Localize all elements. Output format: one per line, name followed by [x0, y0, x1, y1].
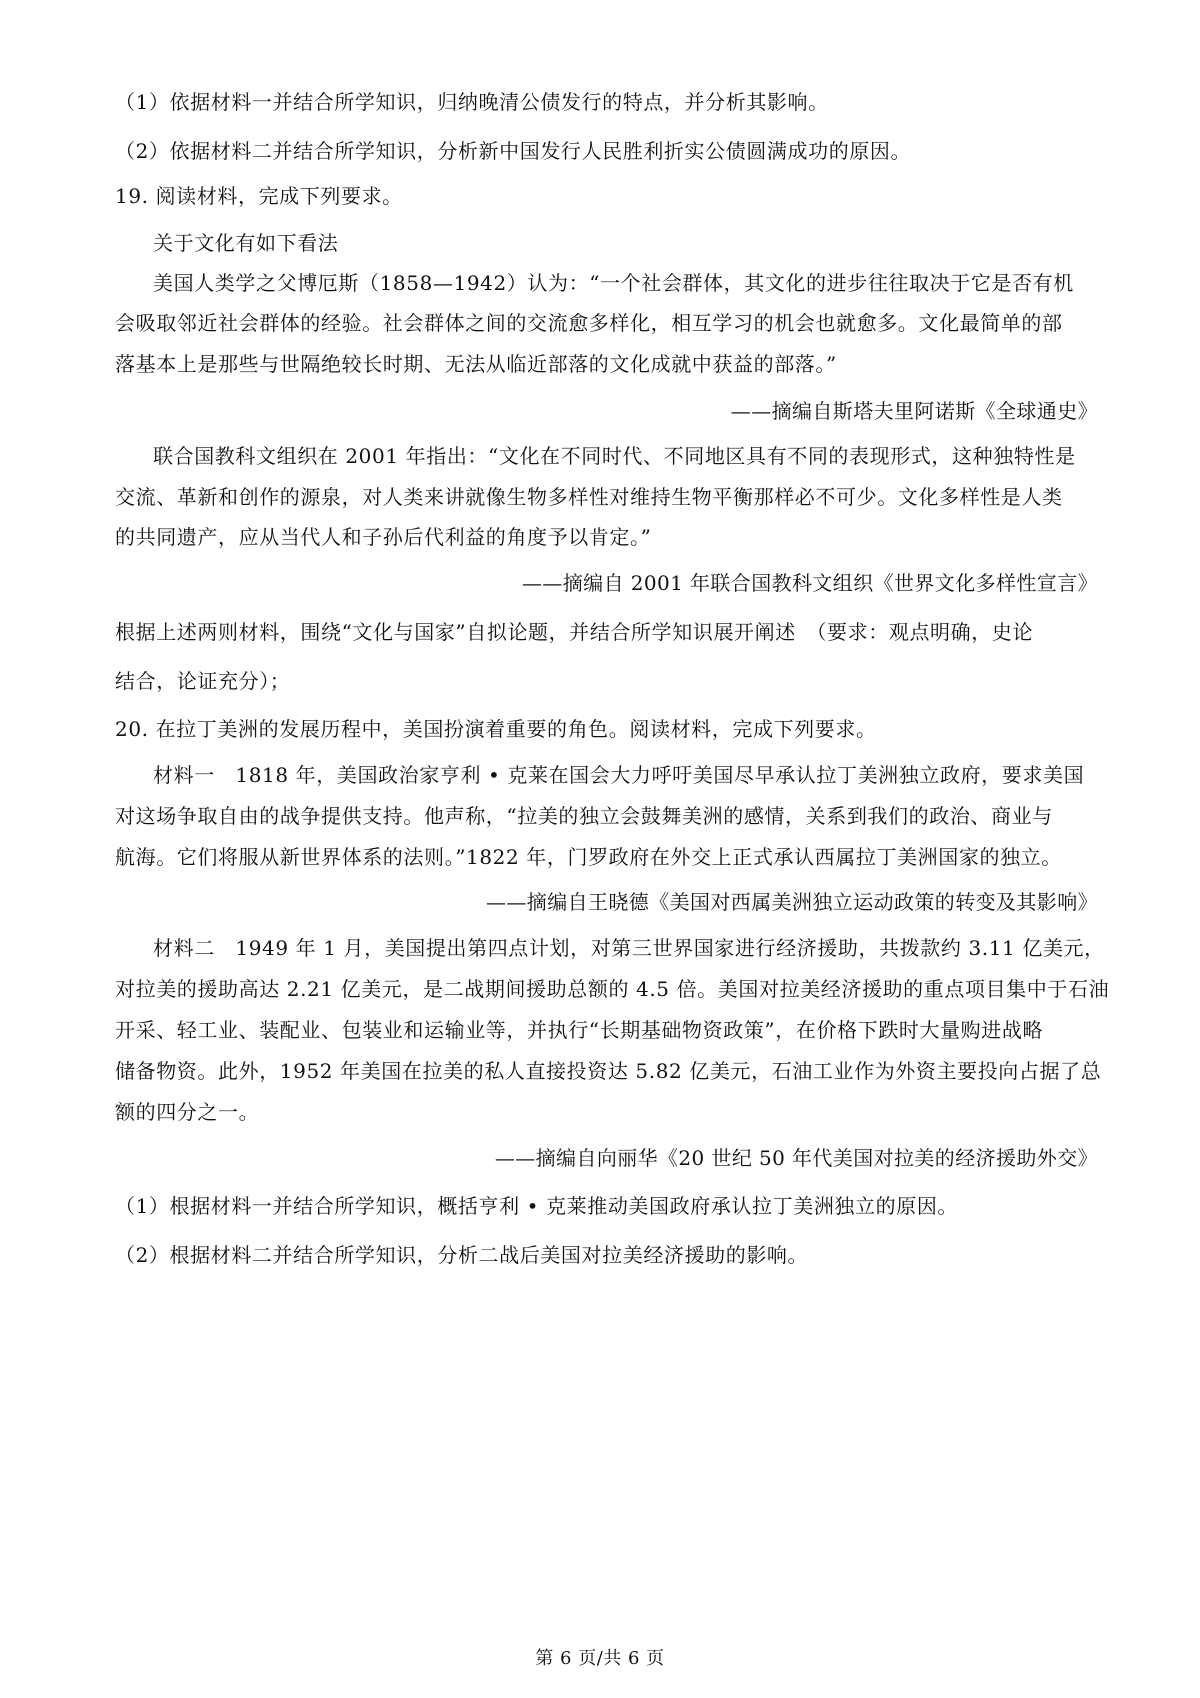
- q19-material-1-line-2: 会吸取邻近社会群体的经验。社会群体之间的交流愈多样化，相互学习的机会也就愈多。文化最简单的部: [115, 311, 1063, 335]
- q19-intro: 关于文化有如下看法: [153, 231, 339, 255]
- q20-subquestion-1: （1）根据材料一并结合所学知识，概括亨利 • 克莱推动美国政府承认拉丁美洲独立的原因。: [115, 1194, 959, 1218]
- q19-task-line-2: 结合，论证充分）；: [115, 669, 291, 693]
- q19-material-2-line-2: 交流、革新和创作的源泉，对人类来讲就像生物多样性对维持生物平衡那样必不可少。文化多样性是人类: [115, 485, 1063, 509]
- q19-material-2-line-1: 联合国教科文组织在 2001 年指出：“文化在不同时代、不同地区具有不同的表现形式，这种独特性是: [153, 444, 1076, 468]
- q19-material-1-line-1: 美国人类学之父博厄斯（1858—1942）认为：“一个社会群体，其文化的进步往往取决于它是否有机: [153, 271, 1074, 295]
- q20-material-2-line-4: 储备物资。此外，1952 年美国在拉美的私人直接投资达 5.82 亿美元，石油工业作为外资主要投向占据了总: [115, 1059, 1102, 1083]
- q20-material-1-line-2: 对这场争取自由的战争提供支持。他声称，“拉美的独立会鼓舞美洲的感情，关系到我们的政治、商业与: [115, 804, 1053, 828]
- q20-material-1-source: ——摘编自王晓德《美国对西属美洲独立运动政策的转变及其影响》: [486, 890, 1098, 914]
- page-number-footer: 第 6 页/共 6 页: [535, 1648, 665, 1669]
- q20-material-2-line-5: 额的四分之一。: [115, 1100, 260, 1124]
- q20-stem: 20. 在拉丁美洲的发展历程中，美国扮演着重要的角色。阅读材料，完成下列要求。: [115, 717, 877, 741]
- q19-material-2-source: ——摘编自 2001 年联合国教科文组织《世界文化多样性宣言》: [521, 571, 1098, 595]
- q18-subquestion-2: （2）依据材料二并结合所学知识，分析新中国发行人民胜利折实公债圆满成功的原因。: [115, 139, 912, 163]
- q19-material-1-line-3: 落基本上是那些与世隔绝较长时期、无法从临近部落的文化成就中获益的部落。”: [115, 352, 837, 376]
- q20-material-1-line-3: 航海。它们将服从新世界体系的法则。”1822 年，门罗政府在外交上正式承认西属拉丁美洲国家的独立。: [115, 845, 1062, 869]
- q20-material-2-source: ——摘编自向丽华《20 世纪 50 年代美国对拉美的经济援助外交》: [494, 1146, 1098, 1170]
- q20-material-2-line-3: 开采、轻工业、装配业、包装业和运输业等，并执行“长期基础物资政策”，在价格下跌时大量购进战略: [115, 1018, 1044, 1042]
- q19-stem: 19. 阅读材料，完成下列要求。: [115, 184, 403, 208]
- q19-material-2-line-3: 的共同遗产，应从当代人和子孙后代利益的角度予以肯定。”: [115, 525, 652, 549]
- q19-material-1-source: ——摘编自斯塔夫里阿诺斯《全球通史》: [730, 399, 1098, 423]
- q20-material-1-line-1: 材料一 1818 年，美国政治家亨利 • 克莱在国会大力呼吁美国尽早承认拉丁美洲独立政府，要求美国: [153, 763, 1085, 787]
- q20-material-2-line-2: 对拉美的援助高达 2.21 亿美元，是二战期间援助总额的 4.5 倍。美国对拉美经济援助的重点项目集中于石油: [115, 977, 1110, 1001]
- q20-subquestion-2: （2）根据材料二并结合所学知识，分析二战后美国对拉美经济援助的影响。: [115, 1243, 809, 1267]
- q20-material-2-line-1: 材料二 1949 年 1 月，美国提出第四点计划，对第三世界国家进行经济援助，共拨款约 3.11 亿美元，: [153, 936, 1105, 960]
- q19-task-line-1: 根据上述两则材料，围绕“文化与国家”自拟论题，并结合所学知识展开阐述 （要求：观点明确，史论: [115, 620, 1034, 644]
- q18-subquestion-1: （1）依据材料一并结合所学知识，归纳晚清公债发行的特点，并分析其影响。: [115, 90, 829, 114]
